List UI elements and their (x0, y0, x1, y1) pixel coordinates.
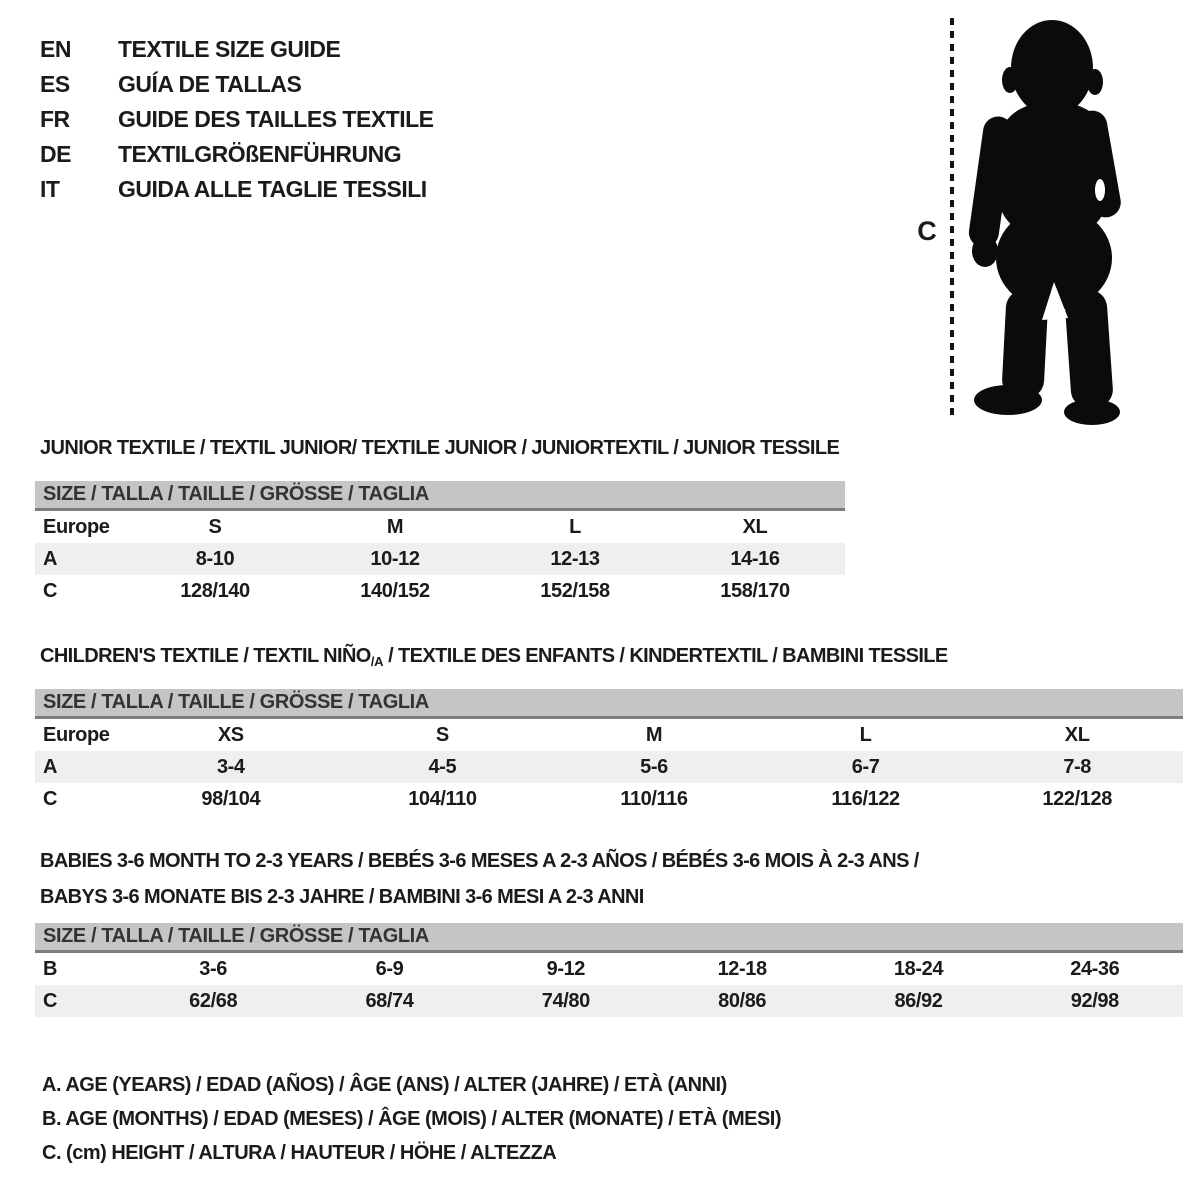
table-row (35, 511, 845, 543)
language-code: DE (40, 141, 71, 167)
size-value-cell: 4-5 (428, 756, 457, 778)
size-value-cell: L (569, 516, 581, 538)
size-value-cell: XS (217, 724, 244, 746)
language-label: GUIDE DES TAILLES TEXTILE (118, 106, 434, 132)
size-value-cell: 12-18 (717, 958, 767, 980)
table-title-text: CHILDREN'S TEXTILE / TEXTIL NIÑO (40, 645, 371, 667)
size-value-cell: 74/80 (541, 990, 590, 1012)
table-row (35, 783, 1183, 815)
children-table-title (40, 645, 1183, 667)
children-size-table (35, 689, 1183, 815)
babies-textile-section (35, 850, 1183, 1017)
table-row (35, 953, 1183, 985)
size-value-cell: 80/86 (718, 990, 767, 1012)
measurement-legend (42, 1074, 781, 1176)
size-value-cell: 14-16 (730, 548, 780, 570)
size-value-cell: XL (1064, 724, 1090, 746)
row-label: A (43, 548, 58, 570)
children-textile-section (35, 645, 1183, 815)
size-value-cell: S (208, 516, 222, 538)
row-label: Europe (43, 724, 110, 746)
language-label: TEXTILGRÖßENFÜHRUNG (118, 141, 402, 167)
language-code: FR (40, 106, 70, 132)
size-value-cell: 5-6 (640, 756, 668, 778)
table-title-text: / TEXTILE DES ENFANTS / KINDERTEXTIL / BAMBINI TESSILE (383, 645, 948, 667)
size-value-cell: 6-9 (375, 958, 404, 980)
language-code: EN (40, 36, 71, 62)
table-row (35, 719, 1183, 751)
row-label: C (43, 580, 58, 602)
junior-table-title (40, 437, 1183, 459)
junior-textile-section (35, 437, 1183, 607)
size-value-cell: S (435, 724, 449, 746)
size-value-cell: 122/128 (1042, 788, 1112, 810)
size-value-cell: 62/68 (189, 990, 238, 1012)
table-title-text: JUNIOR TEXTILE / TEXTIL JUNIOR/ TEXTILE JUNIOR / JUNIORTEXTIL / JUNIOR TESSILE (40, 437, 840, 459)
size-value-cell: M (645, 724, 663, 746)
language-row (40, 32, 434, 67)
size-header-band: SIZE / TALLA / TAILLE / GRÖSSE / TAGLIA (35, 481, 845, 511)
language-row (40, 137, 434, 172)
language-code: IT (40, 176, 60, 202)
size-value-cell: 158/170 (720, 580, 790, 602)
table-row (35, 751, 1183, 783)
size-value-cell: 98/104 (201, 788, 261, 810)
size-value-cell: 92/98 (1070, 990, 1119, 1012)
language-row (40, 67, 434, 102)
size-header-band: SIZE / TALLA / TAILLE / GRÖSSE / TAGLIA (35, 689, 1183, 719)
size-value-cell: 3-6 (199, 958, 228, 980)
size-header-band: SIZE / TALLA / TAILLE / GRÖSSE / TAGLIA (35, 923, 1183, 953)
size-value-cell: 3-4 (216, 756, 245, 778)
size-value-cell: L (859, 724, 872, 746)
junior-size-table (35, 481, 845, 607)
row-label: B (43, 958, 58, 980)
language-label: TEXTILE SIZE GUIDE (118, 36, 341, 62)
measure-label-c: C (917, 216, 937, 246)
height-measure-line (950, 18, 954, 418)
size-value-cell: XL (742, 516, 768, 538)
language-label: GUIDA ALLE TAGLIE TESSILI (118, 176, 427, 202)
table-title-line (40, 645, 1183, 667)
language-row (40, 102, 434, 137)
language-list (40, 32, 434, 207)
babies-table-title (40, 850, 1183, 908)
table-title-text: /A (370, 654, 384, 669)
size-value-cell: 18-24 (893, 958, 944, 980)
table-title-line (40, 437, 1183, 459)
size-value-cell: 110/116 (620, 788, 688, 810)
size-value-cell: 140/152 (360, 580, 430, 602)
table-title-line (40, 886, 1183, 908)
size-value-cell: 7-8 (1063, 756, 1092, 778)
size-value-cell: 12-13 (550, 548, 600, 570)
row-label: C (43, 990, 58, 1012)
legend-line: B. AGE (MONTHS) / EDAD (MESES) / ÂGE (MOIS) / ALTER (MONATE) / ETÀ (MESI) (42, 1108, 782, 1130)
language-row (40, 172, 434, 207)
table-title-text: BABYS 3-6 MONATE BIS 2-3 JAHRE / BAMBINI 3-6 MESI A 2-3 ANNI (40, 886, 644, 908)
table-row (35, 543, 845, 575)
size-value-cell: 152/158 (540, 580, 610, 602)
babies-size-table (35, 923, 1183, 1017)
size-value-cell: 104/110 (408, 788, 477, 810)
row-label: A (43, 756, 58, 778)
size-value-cell: 68/74 (365, 990, 414, 1012)
size-value-cell: 128/140 (180, 580, 250, 602)
legend-line: A. AGE (YEARS) / EDAD (AÑOS) / ÂGE (ANS) / ALTER (JAHRE) / ETÀ (ANNI) (42, 1074, 727, 1096)
legend-line: C. (cm) HEIGHT / ALTURA / HAUTEUR / HÖHE / ALTEZZA (42, 1142, 557, 1164)
size-value-cell: 10-12 (370, 548, 420, 570)
table-title-text: BABIES 3-6 MONTH TO 2-3 YEARS / BEBÉS 3-6 MESES A 2-3 AÑOS / BÉBÉS 3-6 MOIS À 2-3 ANS / (40, 850, 919, 872)
size-value-cell: M (386, 516, 404, 538)
size-value-cell: 116/122 (831, 788, 900, 810)
table-title-line (40, 850, 1183, 872)
row-label: Europe (43, 516, 110, 538)
size-value-cell: 6-7 (851, 756, 880, 778)
size-value-cell: 86/92 (894, 990, 943, 1012)
table-row (35, 985, 1183, 1017)
child-silhouette-icon (968, 18, 1140, 426)
language-label: GUÍA DE TALLAS (118, 71, 302, 97)
language-code: ES (40, 71, 70, 97)
row-label: C (43, 788, 58, 810)
size-value-cell: 8-10 (195, 548, 235, 570)
size-value-cell: 24-36 (1070, 958, 1120, 980)
size-value-cell: 9-12 (546, 958, 586, 980)
table-row (35, 575, 845, 607)
